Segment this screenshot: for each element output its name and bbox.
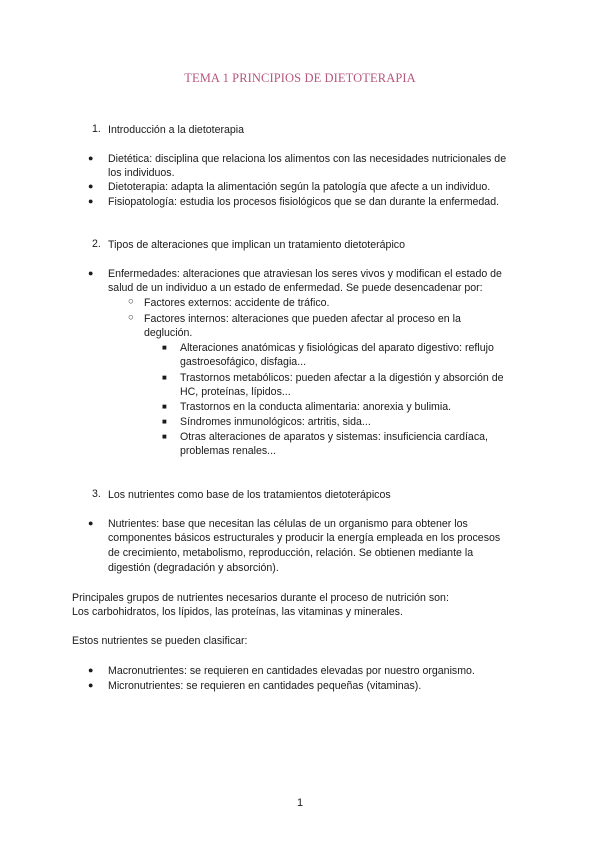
section-3-heading: Los nutrientes como base de los tratamientos dietoterápicos <box>108 489 391 501</box>
item-trastornos-metabolicos-line-1: Trastornos metabólicos: pueden afectar a la digestión y absorción de <box>180 372 504 384</box>
section-3-number: 3. <box>92 488 101 500</box>
bullet-marker: ● <box>88 665 94 675</box>
sub-bullet-factores-internos-line-1: Factores internos: alteraciones que pueden afectar al proceso en la <box>144 313 461 325</box>
item-otras-line-2: problemas renales... <box>180 445 276 457</box>
section-1-heading: Introducción a la dietoterapia <box>108 124 245 136</box>
bullet-nutrientes-line-4: digestión (degradación y absorción). <box>108 562 279 574</box>
paragraph-clasificar: Estos nutrientes se pueden clasificar: <box>72 635 248 647</box>
bullet-dietoterapia: Dietoterapia: adapta la alimentación según la patología que afecte a un individuo. <box>108 181 491 193</box>
bullet-marker: ● <box>88 680 94 690</box>
bullet-dietetica-line-1: Dietética: disciplina que relaciona los alimentos con las necesidades nutricionales de <box>108 153 507 165</box>
page-title: TEMA 1 PRINCIPIOS DE DIETOTERAPIA <box>184 71 416 85</box>
sub-bullet-factores-externos: Factores externos: accidente de tráfico. <box>144 297 330 309</box>
section-1-number: 1. <box>92 123 101 135</box>
bullet-nutrientes-line-3: de crecimiento, metabolismo, reproducción, relación. Se obtienen mediante la <box>108 547 474 559</box>
bullet-marker: ● <box>88 268 94 278</box>
bullet-micronutrientes: Micronutrientes: se requieren en cantidades pequeñas (vitaminas). <box>108 680 422 692</box>
sub-sub-bullet-marker: ■ <box>162 343 167 352</box>
bullet-nutrientes-line-2: componentes básicos estructurales y producir la energía empleada en los procesos <box>108 532 501 544</box>
item-otras-line-1: Otras alteraciones de aparatos y sistemas: insuficiencia cardíaca, <box>180 431 488 443</box>
bullet-marker: ● <box>88 153 94 163</box>
bullet-nutrientes-line-1: Nutrientes: base que necesitan las células de un organismo para obtener los <box>108 518 468 530</box>
page-number: 1 <box>296 797 304 809</box>
sub-bullet-marker: ○ <box>128 296 134 307</box>
section-2-number: 2. <box>92 238 101 250</box>
bullet-dietetica-line-2: los individuos. <box>108 167 175 179</box>
bullet-enfermedades-line-1: Enfermedades: alteraciones que atraviesan los seres vivos y modifican el estado de <box>108 268 502 280</box>
sub-sub-bullet-marker: ■ <box>162 432 167 441</box>
bullet-marker: ● <box>88 196 94 206</box>
item-alteraciones-line-2: gastroesofágico, disfagia... <box>180 356 307 368</box>
sub-bullet-factores-internos-line-2: deglución. <box>144 327 193 339</box>
paragraph-grupos-line-2: Los carbohidratos, los lípidos, las proteínas, las vitaminas y minerales. <box>72 606 403 618</box>
item-alteraciones-line-1: Alteraciones anatómicas y fisiológicas del aparato digestivo: reflujo <box>180 342 494 354</box>
sub-bullet-marker: ○ <box>128 312 134 323</box>
bullet-marker: ● <box>88 181 94 191</box>
sub-sub-bullet-marker: ■ <box>162 373 167 382</box>
item-trastornos-conducta: Trastornos en la conducta alimentaria: anorexia y bulimia. <box>180 401 452 413</box>
sub-sub-bullet-marker: ■ <box>162 402 167 411</box>
bullet-macronutrientes: Macronutrientes: se requieren en cantidades elevadas por nuestro organismo. <box>108 665 475 677</box>
bullet-fisiopatologia: Fisiopatología: estudia los procesos fisiológicos que se dan durante la enfermedad. <box>108 196 500 208</box>
section-2-heading: Tipos de alteraciones que implican un tratamiento dietoterápico <box>108 239 405 251</box>
bullet-enfermedades-line-2: salud de un individuo a un estado de enfermedad. Se puede desencadenar por: <box>108 282 483 294</box>
item-trastornos-metabolicos-line-2: HC, proteínas, lípidos... <box>180 386 291 398</box>
sub-sub-bullet-marker: ■ <box>162 417 167 426</box>
bullet-marker: ● <box>88 518 94 528</box>
paragraph-grupos-line-1: Principales grupos de nutrientes necesarios durante el proceso de nutrición son: <box>72 592 449 604</box>
item-sindromes: Síndromes inmunológicos: artritis, sida... <box>180 416 371 428</box>
